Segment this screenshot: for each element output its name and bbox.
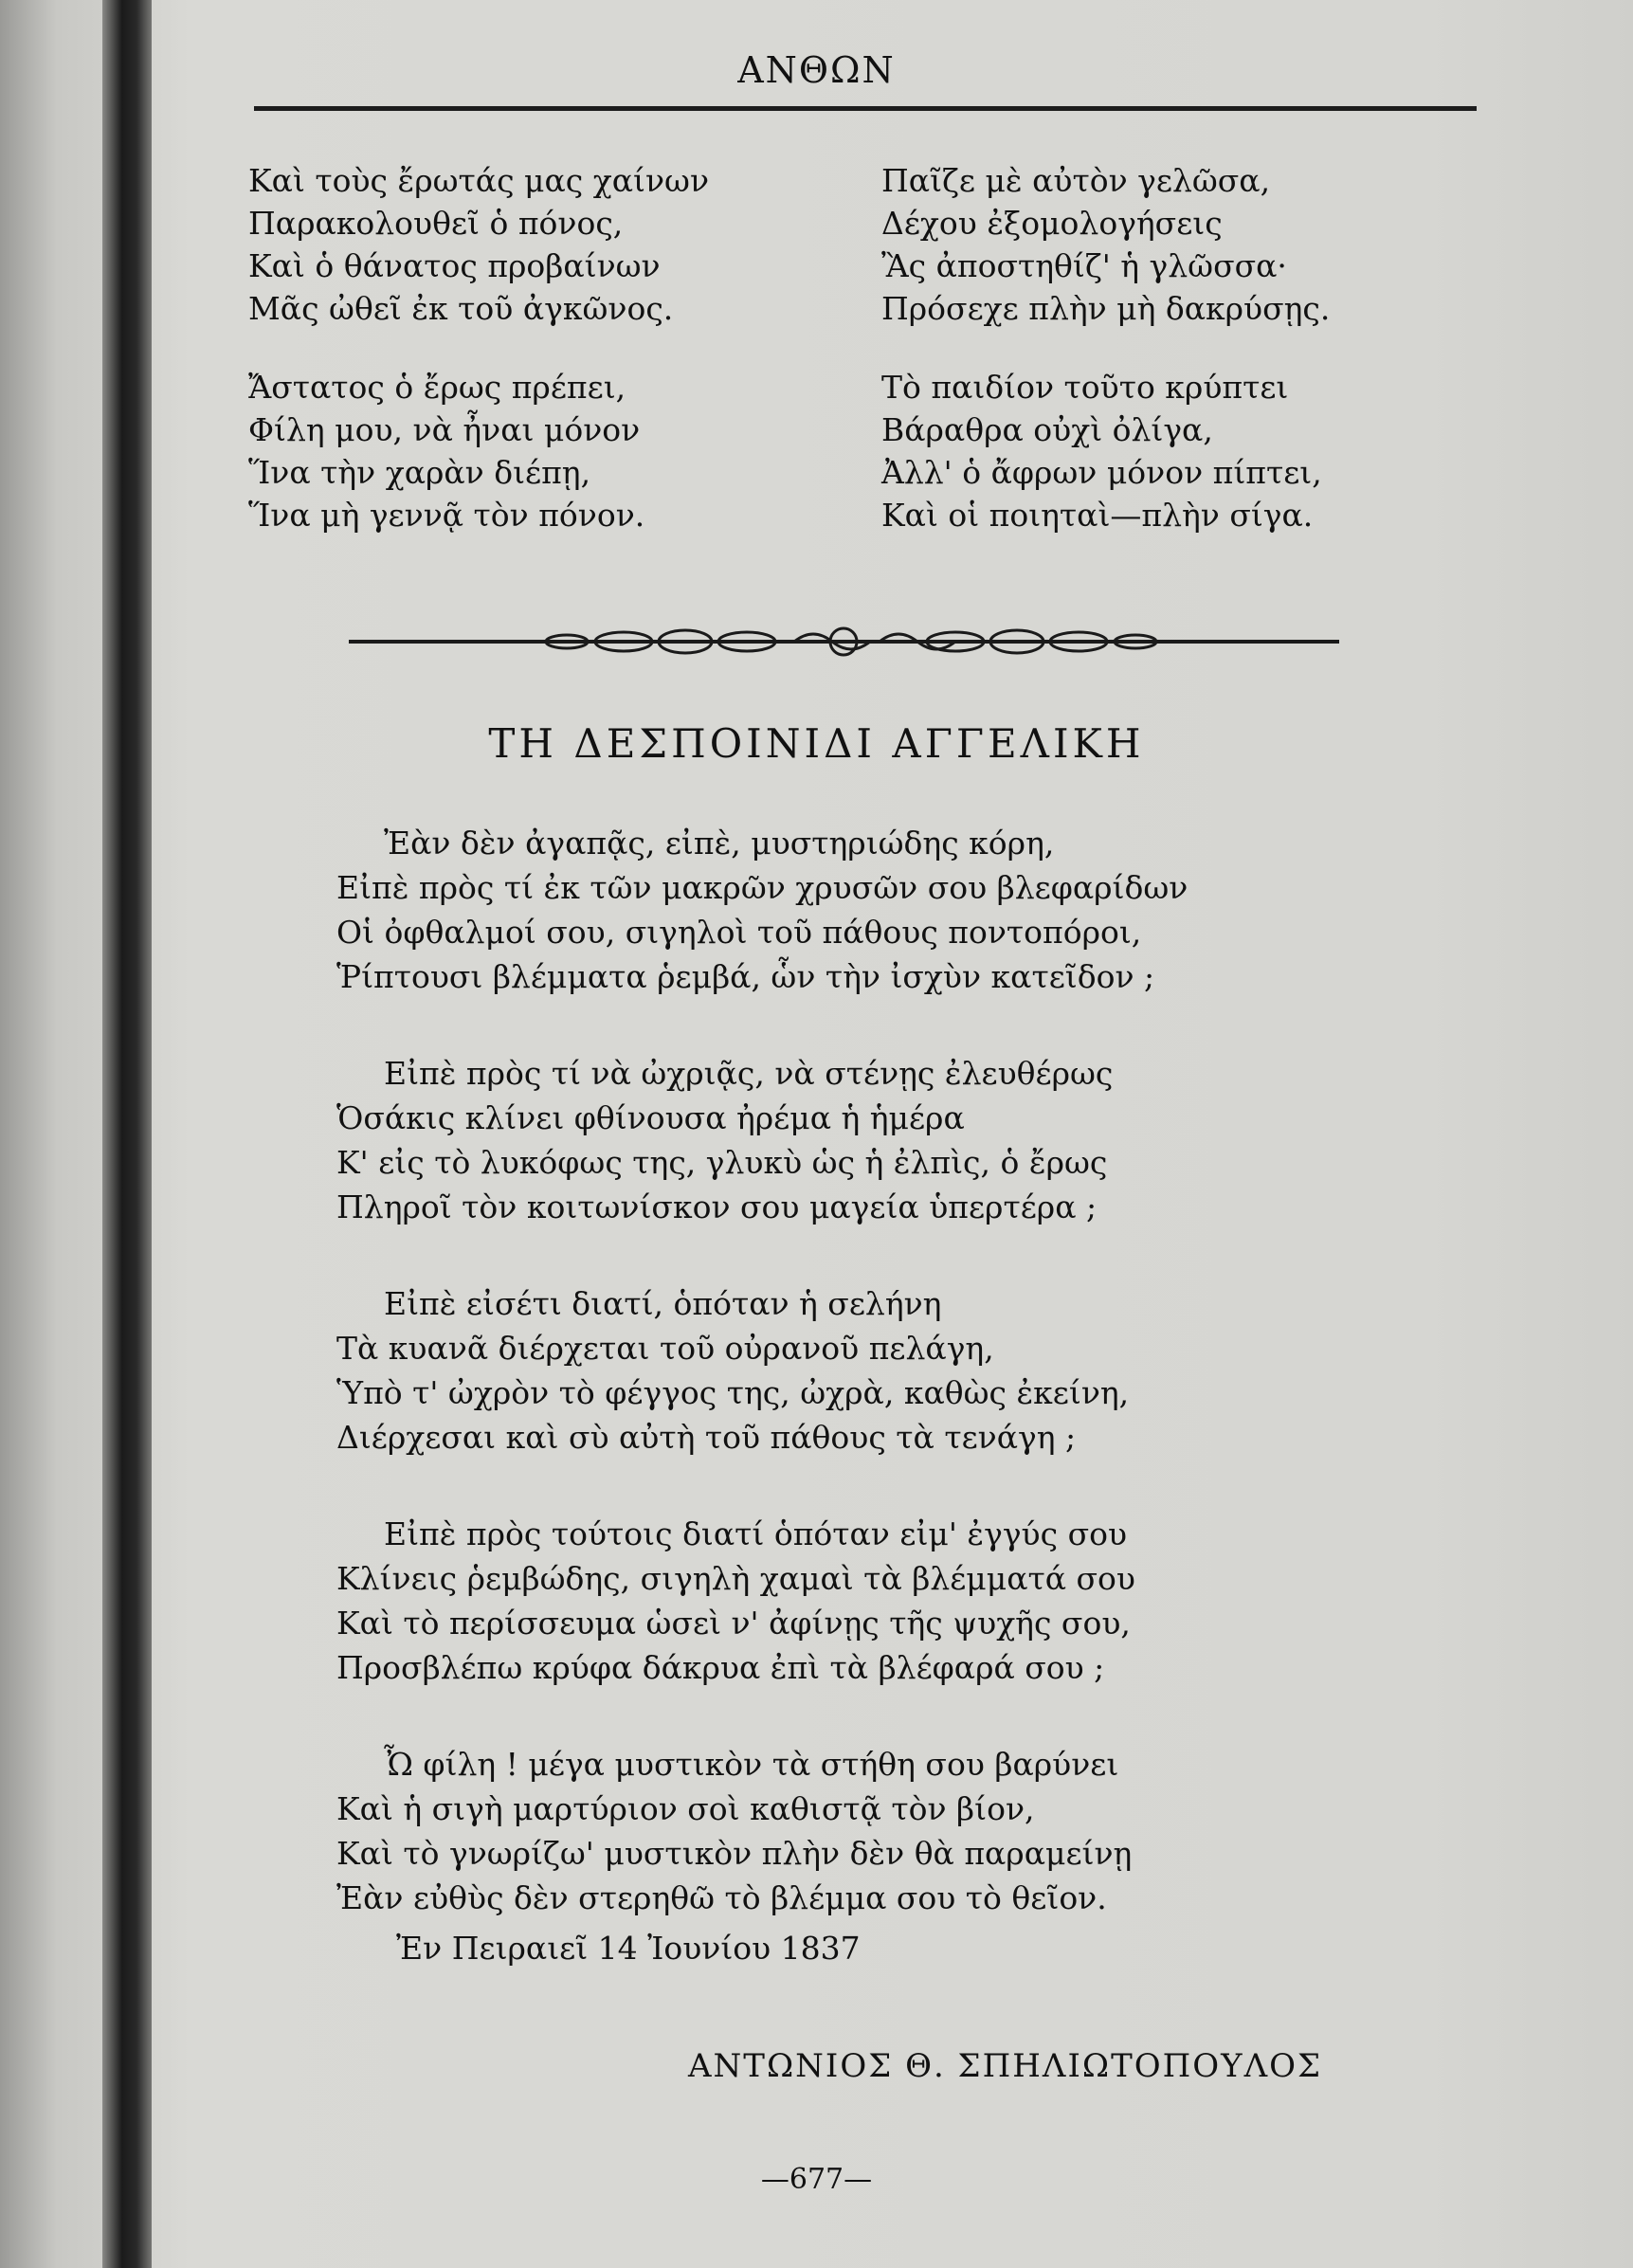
verse-line: Ὁσάκις κλίνει φθίνουσα ἠρέμα ἡ ἡμέρα <box>336 1099 965 1136</box>
poem-body <box>336 821 1379 1972</box>
verse-line: Ἀλλ' ὁ ἄφρων μόνον πίπτει, <box>881 454 1322 491</box>
stanza <box>336 821 1379 999</box>
running-head: ΑΝΘΩΝ <box>737 49 896 91</box>
dateline: Ἐν Πειραιεῖ 14 Ἰουνίου 1837 <box>396 1930 861 1967</box>
verse-line: Εἰπὲ εἰσέτι διατί, ὁπόταν ἡ σελήνη <box>384 1285 942 1322</box>
verse-line: Ἄστατος ὁ ἔρως πρέπει, <box>248 369 626 406</box>
stanza <box>336 1742 1379 1920</box>
verse-line: Προσβλέπω κρύφα δάκρυα ἐπὶ τὰ βλέφαρά σου ; <box>336 1649 1105 1686</box>
verse-line: Φίλη μου, νὰ ἦναι μόνον <box>248 411 641 448</box>
stanza <box>248 159 855 330</box>
verse-line: Εἰπὲ πρὸς τούτοις διατί ὁπόταν εἰμ' ἐγγύς σου <box>384 1515 1128 1552</box>
verse-line: Παῖζε μὲ αὐτὸν γελῶσα, <box>881 162 1271 199</box>
stanza <box>248 366 855 536</box>
verse-line: Κλίνεις ῥεμβώδης, σιγηλὴ χαμαὶ τὰ βλέμματά σου <box>336 1560 1135 1597</box>
upper-poem-right-column <box>881 159 1488 572</box>
verse-line: Ἐὰν δὲν ἀγαπᾷς, εἰπὲ, μυστηριώδης κόρη, <box>384 825 1055 862</box>
verse-line: Βάραθρα οὐχὶ ὀλίγα, <box>881 411 1213 448</box>
verse-line: Εἰπὲ πρὸς τί ἐκ τῶν μακρῶν χρυσῶν σου βλεφαρίδων <box>336 869 1188 906</box>
verse-line: Εἰπὲ πρὸς τί νὰ ὠχριᾷς, νὰ στένῃς ἐλευθέρως <box>384 1055 1114 1092</box>
verse-line: Ἵνα τὴν χαρὰν διέπῃ, <box>248 454 591 491</box>
decorative-ornament-divider <box>349 626 1339 658</box>
verse-line: Τὰ κυανᾶ διέρχεται τοῦ οὐρανοῦ πελάγη, <box>336 1330 994 1367</box>
verse-line: Πληροῖ τὸν κοιτωνίσκον σου μαγεία ὑπερτέρα ; <box>336 1188 1098 1225</box>
verse-line: Οἱ ὀφθαλμοί σου, σιγηλοὶ τοῦ πάθους ποντοπόροι, <box>336 914 1142 951</box>
author-signature: ΑΝΤΩΝΙΟΣ Θ. ΣΠΗΛΙΩΤΟΠΟΥΛΟΣ <box>688 2047 1323 2085</box>
verse-line: Καὶ τὸ γνωρίζω' μυστικὸν πλὴν δὲν θὰ παραμείνῃ <box>336 1835 1133 1872</box>
verse-line: Καὶ οἱ ποιηταὶ—πλὴν σίγα. <box>881 497 1314 534</box>
verse-line: Τὸ παιδίον τοῦτο κρύπτει <box>881 369 1289 406</box>
verse-line: Ἂς ἀποστηθίζ' ἡ γλῶσσα· <box>881 247 1287 284</box>
verse-line: Ἐὰν εὐθὺς δὲν στερηθῶ τὸ βλέμμα σου τὸ θεῖον. <box>336 1879 1107 1916</box>
verse-line: Κ' εἰς τὸ λυκόφως της, γλυκὺ ὡς ἡ ἐλπὶς, ὁ ἔρως <box>336 1144 1108 1181</box>
verse-line: Πρόσεχε πλὴν μὴ δακρύσῃς. <box>881 290 1331 327</box>
upper-poem-left-column <box>248 159 855 572</box>
verse-line: Καὶ ἡ σιγὴ μαρτύριον σοὶ καθιστᾷ τὸν βίον, <box>336 1790 1035 1827</box>
verse-line: Ὑπὸ τ' ὠχρὸν τὸ φέγγος της, ὠχρὰ, καθὼς ἐκείνη, <box>336 1374 1130 1411</box>
verse-line: Δέχου ἐξομολογήσεις <box>881 205 1223 242</box>
verse-line: Παρακολουθεῖ ὁ πόνος, <box>248 205 624 242</box>
poem-title: ΤΗ ΔΕΣΠΟΙΝΙΔΙ ΑΓΓΕΛΙΚΗ <box>488 720 1145 767</box>
stanza <box>336 1512 1379 1690</box>
verse-line: Ὦ φίλη ! μέγα μυστικὸν τὰ στήθη σου βαρύνει <box>384 1746 1119 1783</box>
verse-line: Καὶ τὸ περίσσευμα ὡσεὶ ν' ἀφίνῃς τῆς ψυχῆς σου, <box>336 1605 1131 1642</box>
stanza <box>881 159 1488 330</box>
header-rule <box>254 106 1477 111</box>
verse-line: Ἵνα μὴ γεννᾷ τὸν πόνον. <box>248 497 645 534</box>
verse-line: Μᾶς ὠθεῖ ἐκ τοῦ ἀγκῶνος. <box>248 290 674 327</box>
verse-line: Διέρχεσαι καὶ σὺ αὐτὴ τοῦ πάθους τὰ τενάγη ; <box>336 1419 1077 1456</box>
book-gutter <box>102 0 152 2268</box>
stanza <box>336 1051 1379 1229</box>
verse-line: Καὶ τοὺς ἔρωτάς μας χαίνων <box>248 162 710 199</box>
verse-line: Καὶ ὁ θάνατος προβαίνων <box>248 247 661 284</box>
stanza <box>881 366 1488 536</box>
stanza <box>336 1281 1379 1460</box>
page-number: —677— <box>760 2163 873 2196</box>
verse-line: Ῥίπτουσι βλέμματα ῥεμβά, ὧν τὴν ἰσχὺν κατεῖδον ; <box>336 958 1155 995</box>
